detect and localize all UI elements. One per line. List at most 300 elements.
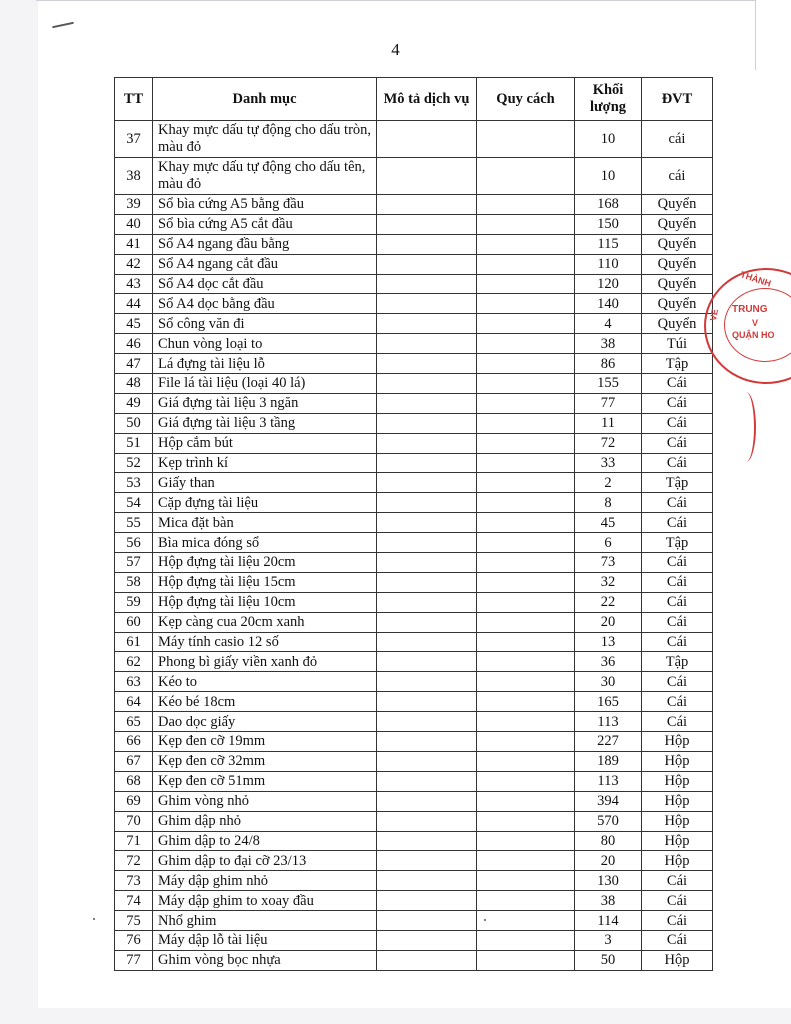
cell-dvt: Quyển [642,274,713,294]
cell-quy-cach [477,234,575,254]
cell-mo-ta [377,513,477,533]
cell-quy-cach [477,652,575,672]
table-row [115,911,713,931]
cell-quy-cach [477,950,575,970]
cell-danh-muc: Mica đặt bàn [153,513,377,533]
scan-edge-line [36,0,756,1]
cell-khoi-luong: 168 [575,195,642,215]
table-row [115,751,713,771]
cell-khoi-luong: 11 [575,413,642,433]
scan-margin-bottom [0,1008,791,1024]
cell-danh-muc: Sổ A4 ngang đầu bằng [153,234,377,254]
table-row [115,572,713,592]
page-number: 4 [391,40,400,59]
cell-mo-ta [377,533,477,553]
cell-khoi-luong: 22 [575,592,642,612]
cell-dvt: Hộp [642,732,713,752]
cell-danh-muc: Kẹp đen cỡ 51mm [153,771,377,791]
cell-dvt: Hộp [642,811,713,831]
cell-danh-muc: File lá tài liệu (loại 40 lá) [153,374,377,394]
cell-tt: 49 [115,393,153,413]
table-row [115,413,713,433]
cell-khoi-luong: 50 [575,950,642,970]
cell-dvt: Cái [642,632,713,652]
cell-tt: 52 [115,453,153,473]
table-row [115,712,713,732]
cell-khoi-luong: 155 [575,374,642,394]
cell-danh-muc: Ghim vòng bọc nhựa [153,950,377,970]
cell-quy-cach [477,354,575,374]
cell-mo-ta [377,612,477,632]
cell-khoi-luong: 113 [575,771,642,791]
cell-dvt: Cái [642,930,713,950]
cell-mo-ta [377,831,477,851]
cell-khoi-luong: 189 [575,751,642,771]
cell-quy-cach [477,294,575,314]
cell-danh-muc: Giấy than [153,473,377,493]
cell-tt: 74 [115,891,153,911]
cell-mo-ta [377,413,477,433]
cell-danh-muc: Sổ bìa cứng A5 cắt đầu [153,214,377,234]
cell-dvt: Quyển [642,254,713,274]
cell-khoi-luong: 38 [575,891,642,911]
table-row [115,533,713,553]
cell-dvt: Tập [642,473,713,493]
table-row [115,851,713,871]
scan-speck [52,22,74,29]
cell-tt: 72 [115,851,153,871]
cell-dvt: Cái [642,692,713,712]
cell-dvt: Cái [642,553,713,573]
cell-mo-ta [377,334,477,354]
cell-quy-cach [477,393,575,413]
cell-tt: 47 [115,354,153,374]
header-danh-muc: Danh mục [153,78,377,121]
cell-danh-muc: Sổ A4 dọc bằng đầu [153,294,377,314]
cell-dvt: Quyển [642,294,713,314]
cell-quy-cach [477,612,575,632]
table-row [115,811,713,831]
cell-mo-ta [377,592,477,612]
cell-danh-muc: Sổ công văn đi [153,314,377,334]
cell-khoi-luong: 13 [575,632,642,652]
cell-mo-ta [377,254,477,274]
table-row [115,195,713,215]
table-row [115,513,713,533]
cell-dvt: Hộp [642,791,713,811]
cell-quy-cach [477,533,575,553]
table-row [115,453,713,473]
table-row [115,433,713,453]
cell-mo-ta [377,274,477,294]
cell-khoi-luong: 38 [575,334,642,354]
cell-quy-cach [477,712,575,732]
cell-dvt: Hộp [642,771,713,791]
stamp-top-text: THÀNH [739,269,773,289]
cell-tt: 56 [115,533,153,553]
cell-dvt: Cái [642,513,713,533]
cell-dvt: Hộp [642,831,713,851]
cell-mo-ta [377,632,477,652]
table-row [115,930,713,950]
cell-danh-muc: Cặp đựng tài liệu [153,493,377,513]
cell-danh-muc: Giá đựng tài liệu 3 ngăn [153,393,377,413]
cell-mo-ta [377,712,477,732]
cell-khoi-luong: 130 [575,871,642,891]
cell-danh-muc: Sổ A4 dọc cắt đầu [153,274,377,294]
cell-quy-cach [477,851,575,871]
table-row [115,121,713,158]
cell-tt: 63 [115,672,153,692]
cell-tt: 66 [115,732,153,752]
cell-mo-ta [377,453,477,473]
cell-khoi-luong: 80 [575,831,642,851]
cell-khoi-luong: 227 [575,732,642,752]
cell-danh-muc: Hộp đựng tài liệu 15cm [153,572,377,592]
cell-mo-ta [377,473,477,493]
cell-quy-cach [477,334,575,354]
cell-dvt: Quyển [642,234,713,254]
cell-khoi-luong: 570 [575,811,642,831]
cell-khoi-luong: 10 [575,158,642,195]
table-header-row [115,78,713,121]
cell-mo-ta [377,121,477,158]
table-row [115,214,713,234]
cell-quy-cach [477,930,575,950]
cell-danh-muc: Kẹp càng cua 20cm xanh [153,612,377,632]
cell-tt: 44 [115,294,153,314]
cell-khoi-luong: 32 [575,572,642,592]
cell-khoi-luong: 8 [575,493,642,513]
cell-khoi-luong: 33 [575,453,642,473]
stamp-lower-text: V [752,318,759,328]
cell-danh-muc: Ghim dập to 24/8 [153,831,377,851]
cell-danh-muc: Sổ A4 ngang cắt đầu [153,254,377,274]
cell-quy-cach [477,158,575,195]
cell-danh-muc: Bìa mica đóng sổ [153,533,377,553]
cell-quy-cach [477,274,575,294]
cell-danh-muc: Nhổ ghim [153,911,377,931]
cell-danh-muc: Ghim dập to đại cỡ 23/13 [153,851,377,871]
cell-tt: 42 [115,254,153,274]
cell-dvt: Cái [642,911,713,931]
cell-mo-ta [377,493,477,513]
cell-danh-muc: Kẹp đen cỡ 32mm [153,751,377,771]
table-row [115,473,713,493]
cell-mo-ta [377,234,477,254]
cell-dvt: Tập [642,533,713,553]
cell-mo-ta [377,433,477,453]
scan-speck [93,918,95,920]
table-row [115,314,713,334]
cell-dvt: Cái [642,572,713,592]
cell-khoi-luong: 6 [575,533,642,553]
cell-tt: 51 [115,433,153,453]
cell-tt: 69 [115,791,153,811]
cell-quy-cach [477,791,575,811]
cell-tt: 70 [115,811,153,831]
cell-mo-ta [377,294,477,314]
header-mo-ta: Mô tả dịch vụ [377,78,477,121]
cell-dvt: Cái [642,672,713,692]
cell-mo-ta [377,354,477,374]
cell-khoi-luong: 73 [575,553,642,573]
table-row [115,254,713,274]
cell-quy-cach [477,811,575,831]
cell-dvt: Cái [642,592,713,612]
cell-tt: 39 [115,195,153,215]
cell-tt: 67 [115,751,153,771]
cell-danh-muc: Hộp đựng tài liệu 10cm [153,592,377,612]
cell-mo-ta [377,195,477,215]
cell-quy-cach [477,553,575,573]
cell-mo-ta [377,891,477,911]
cell-mo-ta [377,692,477,712]
table-row [115,871,713,891]
cell-mo-ta [377,314,477,334]
cell-danh-muc: Kéo bé 18cm [153,692,377,712]
cell-quy-cach [477,871,575,891]
cell-khoi-luong: 150 [575,214,642,234]
cell-khoi-luong: 115 [575,234,642,254]
cell-tt: 40 [115,214,153,234]
cell-tt: 71 [115,831,153,851]
cell-tt: 41 [115,234,153,254]
cell-mo-ta [377,791,477,811]
cell-danh-muc: Kẹp đen cỡ 19mm [153,732,377,752]
cell-tt: 45 [115,314,153,334]
table-row [115,274,713,294]
table-row [115,652,713,672]
cell-mo-ta [377,771,477,791]
cell-quy-cach [477,195,575,215]
cell-quy-cach [477,121,575,158]
cell-tt: 43 [115,274,153,294]
table-row [115,831,713,851]
table-row [115,374,713,394]
cell-quy-cach [477,513,575,533]
cell-quy-cach [477,751,575,771]
table-row [115,672,713,692]
cell-tt: 68 [115,771,153,791]
cell-tt: 38 [115,158,153,195]
cell-tt: 73 [115,871,153,891]
table-row [115,158,713,195]
header-khoi-luong: Khối lượng [575,78,642,121]
cell-danh-muc: Chun vòng loại to [153,334,377,354]
cell-khoi-luong: 45 [575,513,642,533]
cell-danh-muc: Máy dập ghim nhỏ [153,871,377,891]
cell-danh-muc: Kéo to [153,672,377,692]
cell-khoi-luong: 394 [575,791,642,811]
cell-quy-cach [477,453,575,473]
cell-danh-muc: Ghim vòng nhỏ [153,791,377,811]
cell-mo-ta [377,672,477,692]
cell-quy-cach [477,374,575,394]
cell-dvt: Túi [642,334,713,354]
cell-mo-ta [377,811,477,831]
cell-dvt: Cái [642,393,713,413]
cell-khoi-luong: 20 [575,612,642,632]
cell-tt: 58 [115,572,153,592]
cell-mo-ta [377,158,477,195]
cell-mo-ta [377,214,477,234]
cell-danh-muc: Hộp cắm bút [153,433,377,453]
cell-danh-muc: Khay mực dấu tự động cho dấu tròn, màu đỏ [153,121,377,158]
cell-quy-cach [477,732,575,752]
cell-quy-cach [477,433,575,453]
cell-khoi-luong: 2 [575,473,642,493]
stamp-side-text: VE [708,308,720,322]
cell-tt: 62 [115,652,153,672]
cell-dvt: Cái [642,374,713,394]
cell-quy-cach [477,632,575,652]
cell-mo-ta [377,911,477,931]
cell-danh-muc: Lá đựng tài liệu lỗ [153,354,377,374]
cell-dvt: Cái [642,612,713,632]
cell-danh-muc: Máy dập ghim to xoay đầu [153,891,377,911]
cell-dvt: Cái [642,433,713,453]
cell-danh-muc: Ghim dập nhỏ [153,811,377,831]
cell-mo-ta [377,572,477,592]
cell-dvt: Quyển [642,195,713,215]
cell-tt: 60 [115,612,153,632]
cell-dvt: cái [642,121,713,158]
cell-khoi-luong: 165 [575,692,642,712]
cell-dvt: Cái [642,453,713,473]
cell-quy-cach [477,214,575,234]
cell-danh-muc: Khay mực dấu tự động cho dấu tên, màu đỏ [153,158,377,195]
table-row [115,732,713,752]
cell-mo-ta [377,751,477,771]
scan-margin-left [0,0,38,1008]
cell-quy-cach [477,473,575,493]
table-row [115,612,713,632]
cell-tt: 55 [115,513,153,533]
cell-mo-ta [377,851,477,871]
cell-danh-muc: Máy tính casio 12 số [153,632,377,652]
cell-danh-muc: Dao dọc giấy [153,712,377,732]
cell-mo-ta [377,393,477,413]
cell-mo-ta [377,652,477,672]
cell-quy-cach [477,413,575,433]
cell-dvt: Quyển [642,214,713,234]
cell-dvt: Quyển [642,314,713,334]
cell-mo-ta [377,374,477,394]
cell-khoi-luong: 20 [575,851,642,871]
header-dvt: ĐVT [642,78,713,121]
cell-quy-cach [477,592,575,612]
table-row [115,891,713,911]
cell-tt: 61 [115,632,153,652]
cell-khoi-luong: 110 [575,254,642,274]
cell-khoi-luong: 10 [575,121,642,158]
table-row [115,632,713,652]
cell-dvt: Tập [642,354,713,374]
cell-dvt: Tập [642,652,713,672]
cell-tt: 53 [115,473,153,493]
supply-table [114,77,713,971]
cell-mo-ta [377,930,477,950]
cell-tt: 64 [115,692,153,712]
cell-khoi-luong: 120 [575,274,642,294]
cell-quy-cach [477,831,575,851]
table-row [115,294,713,314]
cell-danh-muc: Giá đựng tài liệu 3 tầng [153,413,377,433]
cell-khoi-luong: 114 [575,911,642,931]
cell-dvt: Cái [642,712,713,732]
cell-khoi-luong: 36 [575,652,642,672]
cell-danh-muc: Phong bì giấy viền xanh đỏ [153,652,377,672]
cell-tt: 65 [115,712,153,732]
cell-dvt: Cái [642,413,713,433]
cell-dvt: Hộp [642,950,713,970]
cell-dvt: Hộp [642,751,713,771]
cell-danh-muc: Sổ bìa cứng A5 bằng đầu [153,195,377,215]
cell-tt: 77 [115,950,153,970]
red-seal-stamp [704,268,791,384]
cell-tt: 59 [115,592,153,612]
cell-khoi-luong: 113 [575,712,642,732]
cell-tt: 48 [115,374,153,394]
table-row [115,692,713,712]
cell-tt: 46 [115,334,153,354]
cell-mo-ta [377,732,477,752]
stamp-bottom-text: QUẬN HO [732,330,775,340]
signature-mark [736,392,756,462]
cell-khoi-luong: 4 [575,314,642,334]
cell-danh-muc: Máy dập lỗ tài liệu [153,930,377,950]
cell-mo-ta [377,553,477,573]
table-row [115,393,713,413]
cell-dvt: cái [642,158,713,195]
cell-dvt: Hộp [642,851,713,871]
table-row [115,493,713,513]
cell-dvt: Cái [642,493,713,513]
cell-quy-cach [477,672,575,692]
cell-dvt: Cái [642,891,713,911]
cell-khoi-luong: 77 [575,393,642,413]
cell-tt: 76 [115,930,153,950]
cell-quy-cach [477,771,575,791]
cell-tt: 75 [115,911,153,931]
cell-khoi-luong: 3 [575,930,642,950]
table-row [115,354,713,374]
cell-khoi-luong: 30 [575,672,642,692]
table-row [115,771,713,791]
cell-quy-cach [477,692,575,712]
table-row [115,234,713,254]
cell-tt: 50 [115,413,153,433]
stamp-middle-text: TRUNG [732,304,768,315]
cell-danh-muc: Kẹp trình kí [153,453,377,473]
table-row [115,334,713,354]
header-tt: TT [115,78,153,121]
table-row [115,950,713,970]
cell-quy-cach [477,254,575,274]
cell-mo-ta [377,950,477,970]
cell-quy-cach [477,493,575,513]
cell-tt: 37 [115,121,153,158]
table-row [115,791,713,811]
table-row [115,592,713,612]
cell-tt: 54 [115,493,153,513]
table-body [115,121,713,971]
cell-khoi-luong: 72 [575,433,642,453]
cell-quy-cach [477,911,575,931]
cell-quy-cach [477,572,575,592]
table-row [115,553,713,573]
